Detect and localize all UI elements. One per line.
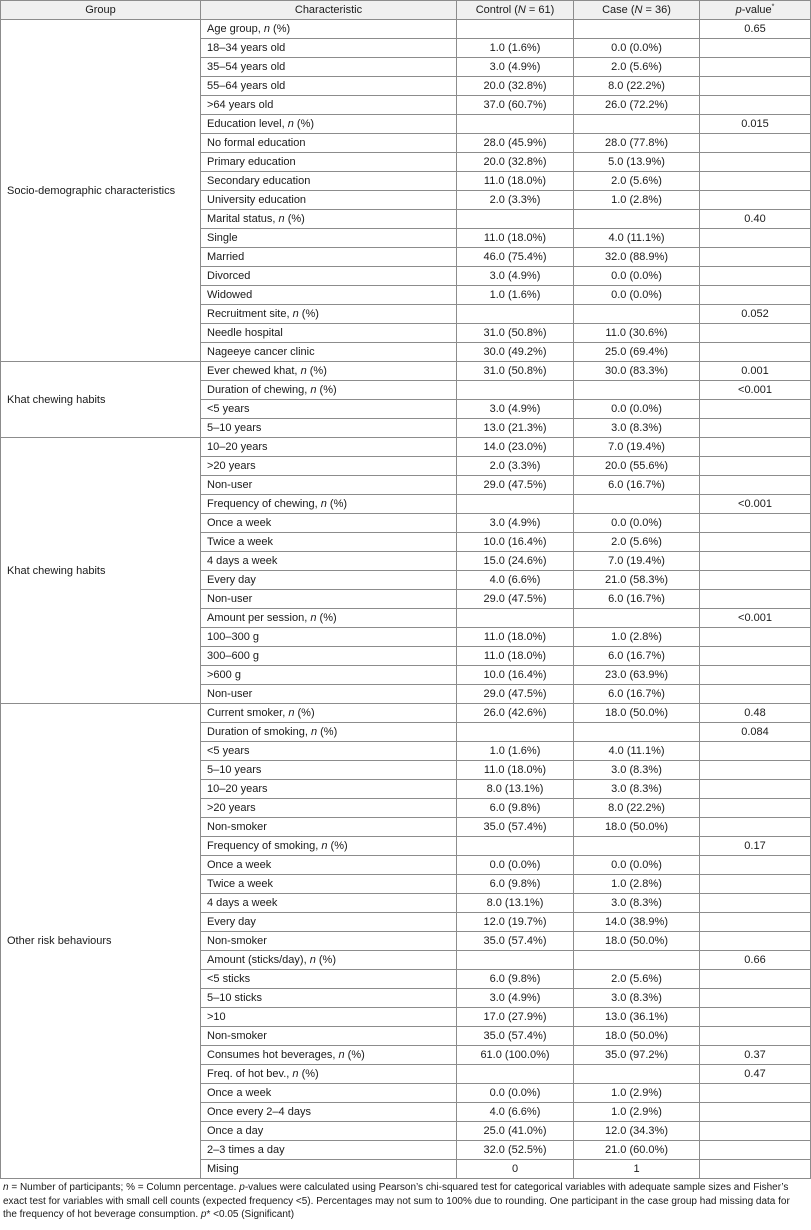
characteristic-cell: Every day [201,571,457,590]
p-value [700,1160,811,1179]
control-value: 28.0 (45.9%) [457,134,574,153]
control-value: 10.0 (16.4%) [457,666,574,685]
p-value: <0.001 [700,609,811,628]
p-value [700,533,811,552]
p-value: 0.17 [700,837,811,856]
table-header-row [1,1,811,20]
p-value [700,343,811,362]
p-value [700,647,811,666]
case-value [574,837,700,856]
case-value: 20.0 (55.6%) [574,457,700,476]
characteristic-cell: 5–10 sticks [201,989,457,1008]
case-value [574,20,700,39]
characteristic-cell: Amount (sticks/day), n (%) [201,951,457,970]
characteristic-cell: <5 sticks [201,970,457,989]
case-value [574,609,700,628]
characteristic-cell: <5 years [201,742,457,761]
group-label: Other risk behaviours [1,704,201,1179]
control-value: 37.0 (60.7%) [457,96,574,115]
control-value: 3.0 (4.9%) [457,989,574,1008]
control-value: 1.0 (1.6%) [457,39,574,58]
p-value [700,666,811,685]
case-value [574,381,700,400]
control-value: 15.0 (24.6%) [457,552,574,571]
case-value: 3.0 (8.3%) [574,894,700,913]
characteristic-cell: 2–3 times a day [201,1141,457,1160]
p-value [700,172,811,191]
characteristic-cell: >600 g [201,666,457,685]
characteristic-cell: Nageeye cancer clinic [201,343,457,362]
control-value: 8.0 (13.1%) [457,780,574,799]
case-value: 30.0 (83.3%) [574,362,700,381]
characteristic-cell: 5–10 years [201,419,457,438]
control-value: 3.0 (4.9%) [457,58,574,77]
case-value: 1.0 (2.9%) [574,1084,700,1103]
case-value: 4.0 (11.1%) [574,229,700,248]
characteristic-cell: Secondary education [201,172,457,191]
case-value: 2.0 (5.6%) [574,970,700,989]
case-value: 23.0 (63.9%) [574,666,700,685]
case-value [574,723,700,742]
characteristic-cell: Duration of chewing, n (%) [201,381,457,400]
p-value: 0.40 [700,210,811,229]
control-value: 6.0 (9.8%) [457,970,574,989]
p-value [700,590,811,609]
characteristic-cell: Current smoker, n (%) [201,704,457,723]
control-value: 31.0 (50.8%) [457,324,574,343]
characteristic-cell: Twice a week [201,533,457,552]
p-value: 0.47 [700,1065,811,1084]
characteristic-cell: Single [201,229,457,248]
p-value: 0.48 [700,704,811,723]
characteristic-cell: Married [201,248,457,267]
characteristic-cell: 4 days a week [201,552,457,571]
case-value: 0.0 (0.0%) [574,400,700,419]
p-value: 0.001 [700,362,811,381]
case-value: 3.0 (8.3%) [574,419,700,438]
case-value: 2.0 (5.6%) [574,58,700,77]
p-value: 0.66 [700,951,811,970]
case-value: 1.0 (2.8%) [574,191,700,210]
characteristic-cell: 300–600 g [201,647,457,666]
characteristic-cell: Amount per session, n (%) [201,609,457,628]
characteristic-cell: Divorced [201,267,457,286]
control-value: 35.0 (57.4%) [457,932,574,951]
characteristic-cell: 5–10 years [201,761,457,780]
p-value [700,400,811,419]
case-value: 11.0 (30.6%) [574,324,700,343]
characteristic-cell: Once a week [201,856,457,875]
p-value [700,248,811,267]
p-value: <0.001 [700,495,811,514]
characteristic-cell: Mising [201,1160,457,1179]
control-value: 1.0 (1.6%) [457,742,574,761]
characteristic-cell: Consumes hot beverages, n (%) [201,1046,457,1065]
characteristic-cell: Non-user [201,476,457,495]
p-value [700,1103,811,1122]
p-value [700,552,811,571]
control-value: 17.0 (27.9%) [457,1008,574,1027]
p-value [700,419,811,438]
characteristic-cell: Education level, n (%) [201,115,457,134]
control-value [457,495,574,514]
control-value: 11.0 (18.0%) [457,628,574,647]
characteristic-cell: Widowed [201,286,457,305]
case-value: 0.0 (0.0%) [574,267,700,286]
characteristic-cell: <5 years [201,400,457,419]
control-value: 29.0 (47.5%) [457,685,574,704]
control-value: 11.0 (18.0%) [457,647,574,666]
characteristic-cell: Every day [201,913,457,932]
p-value [700,1141,811,1160]
control-value: 13.0 (21.3%) [457,419,574,438]
characteristic-cell: Once a day [201,1122,457,1141]
case-value: 8.0 (22.2%) [574,799,700,818]
control-value [457,305,574,324]
control-value [457,381,574,400]
control-value: 35.0 (57.4%) [457,818,574,837]
control-value: 3.0 (4.9%) [457,267,574,286]
case-value: 0.0 (0.0%) [574,286,700,305]
case-value: 4.0 (11.1%) [574,742,700,761]
p-value [700,932,811,951]
p-value [700,96,811,115]
case-value: 8.0 (22.2%) [574,77,700,96]
header-case: Case (N = 36) [574,1,700,20]
characteristic-cell: Age group, n (%) [201,20,457,39]
characteristic-cell: Duration of smoking, n (%) [201,723,457,742]
control-value: 11.0 (18.0%) [457,172,574,191]
p-value [700,1027,811,1046]
control-value: 29.0 (47.5%) [457,590,574,609]
p-value [700,1084,811,1103]
p-value [700,134,811,153]
case-value: 6.0 (16.7%) [574,647,700,666]
control-value: 11.0 (18.0%) [457,229,574,248]
case-value: 25.0 (69.4%) [574,343,700,362]
control-value [457,1065,574,1084]
control-value: 11.0 (18.0%) [457,761,574,780]
characteristic-cell: 4 days a week [201,894,457,913]
case-value: 6.0 (16.7%) [574,590,700,609]
control-value: 8.0 (13.1%) [457,894,574,913]
case-value: 18.0 (50.0%) [574,1027,700,1046]
p-value [700,191,811,210]
control-value: 35.0 (57.4%) [457,1027,574,1046]
header-control: Control (N = 61) [457,1,574,20]
case-value: 28.0 (77.8%) [574,134,700,153]
case-value [574,115,700,134]
p-value: 0.084 [700,723,811,742]
case-value: 12.0 (34.3%) [574,1122,700,1141]
case-value: 35.0 (97.2%) [574,1046,700,1065]
p-value [700,989,811,1008]
p-value: 0.015 [700,115,811,134]
control-value: 0.0 (0.0%) [457,856,574,875]
p-value [700,628,811,647]
case-value: 3.0 (8.3%) [574,761,700,780]
case-value [574,210,700,229]
p-value [700,913,811,932]
characteristic-cell: Once a week [201,514,457,533]
characteristic-cell: Non-smoker [201,1027,457,1046]
characteristic-cell: >64 years old [201,96,457,115]
p-value [700,39,811,58]
p-value [700,894,811,913]
control-value: 20.0 (32.8%) [457,153,574,172]
control-value: 3.0 (4.9%) [457,514,574,533]
case-value: 3.0 (8.3%) [574,780,700,799]
case-value: 0.0 (0.0%) [574,514,700,533]
p-value [700,818,811,837]
control-value: 20.0 (32.8%) [457,77,574,96]
p-value [700,780,811,799]
p-value [700,856,811,875]
characteristic-cell: >20 years [201,457,457,476]
characteristic-cell: 10–20 years [201,438,457,457]
case-value: 0.0 (0.0%) [574,39,700,58]
control-value: 2.0 (3.3%) [457,457,574,476]
case-value: 7.0 (19.4%) [574,438,700,457]
case-value: 18.0 (50.0%) [574,932,700,951]
control-value: 10.0 (16.4%) [457,533,574,552]
control-value: 32.0 (52.5%) [457,1141,574,1160]
characteristic-cell: Marital status, n (%) [201,210,457,229]
case-value: 13.0 (36.1%) [574,1008,700,1027]
control-value: 46.0 (75.4%) [457,248,574,267]
header-pvalue: p-value* [700,1,811,20]
case-value [574,495,700,514]
p-value [700,1008,811,1027]
control-value: 14.0 (23.0%) [457,438,574,457]
case-value: 6.0 (16.7%) [574,685,700,704]
control-value [457,723,574,742]
characteristic-cell: Ever chewed khat, n (%) [201,362,457,381]
characteristic-cell: 10–20 years [201,780,457,799]
case-value: 1 [574,1160,700,1179]
table-row [1,20,811,39]
case-value: 18.0 (50.0%) [574,704,700,723]
table-body [1,20,811,1179]
control-value: 0 [457,1160,574,1179]
control-value: 31.0 (50.8%) [457,362,574,381]
p-value [700,875,811,894]
characteristic-cell: Frequency of smoking, n (%) [201,837,457,856]
table-row [1,438,811,457]
characteristic-cell: Once every 2–4 days [201,1103,457,1122]
p-value [700,799,811,818]
p-value: 0.052 [700,305,811,324]
case-value: 32.0 (88.9%) [574,248,700,267]
characteristic-cell: 55–64 years old [201,77,457,96]
control-value [457,951,574,970]
p-value [700,457,811,476]
p-value [700,742,811,761]
control-value [457,210,574,229]
case-value: 14.0 (38.9%) [574,913,700,932]
p-value [700,970,811,989]
case-value: 26.0 (72.2%) [574,96,700,115]
case-value [574,305,700,324]
characteristic-cell: Once a week [201,1084,457,1103]
control-value: 3.0 (4.9%) [457,400,574,419]
characteristic-cell: 100–300 g [201,628,457,647]
control-value: 26.0 (42.6%) [457,704,574,723]
control-value: 12.0 (19.7%) [457,913,574,932]
p-value [700,286,811,305]
characteristic-cell: >20 years [201,799,457,818]
case-value [574,1065,700,1084]
p-value: <0.001 [700,381,811,400]
case-value: 3.0 (8.3%) [574,989,700,1008]
control-value: 25.0 (41.0%) [457,1122,574,1141]
case-value: 18.0 (50.0%) [574,818,700,837]
control-value [457,115,574,134]
characteristic-cell: Recruitment site, n (%) [201,305,457,324]
table-row [1,704,811,723]
control-value: 30.0 (49.2%) [457,343,574,362]
case-value: 1.0 (2.8%) [574,628,700,647]
case-value: 7.0 (19.4%) [574,552,700,571]
p-value [700,476,811,495]
characteristic-cell: Twice a week [201,875,457,894]
control-value [457,609,574,628]
case-value: 2.0 (5.6%) [574,172,700,191]
case-value: 1.0 (2.8%) [574,875,700,894]
characteristic-cell: No formal education [201,134,457,153]
characteristic-cell: 18–34 years old [201,39,457,58]
case-value: 21.0 (58.3%) [574,571,700,590]
control-value [457,20,574,39]
p-value [700,761,811,780]
p-value [700,438,811,457]
p-value: 0.65 [700,20,811,39]
case-value: 1.0 (2.9%) [574,1103,700,1122]
p-value [700,58,811,77]
control-value: 2.0 (3.3%) [457,191,574,210]
header-characteristic: Characteristic [201,1,457,20]
characteristic-cell: University education [201,191,457,210]
control-value: 0.0 (0.0%) [457,1084,574,1103]
p-value [700,514,811,533]
table-footnote: n = Number of participants; % = Column percentage. p-values were calculated using Pearson’s chi-squared test for categorical variables with adequate sample sizes and Fisher’s exact test for variables with small cell counts (expected frequency <5). Percentages may not sum to 100% due to rounding. One participant in the case group had missing data for the frequency of hot beverage consumption. p* <0.05 (Significant) [3,1182,790,1220]
control-value: 6.0 (9.8%) [457,799,574,818]
case-value: 2.0 (5.6%) [574,533,700,552]
characteristic-cell: 35–54 years old [201,58,457,77]
p-value [700,685,811,704]
table-row [1,362,811,381]
characteristic-cell: Frequency of chewing, n (%) [201,495,457,514]
control-value [457,837,574,856]
control-value: 4.0 (6.6%) [457,1103,574,1122]
group-label: Khat chewing habits [1,362,201,438]
case-value: 6.0 (16.7%) [574,476,700,495]
characteristic-cell: Non-smoker [201,818,457,837]
control-value: 61.0 (100.0%) [457,1046,574,1065]
p-value: 0.37 [700,1046,811,1065]
p-value [700,1122,811,1141]
control-value: 1.0 (1.6%) [457,286,574,305]
case-value: 21.0 (60.0%) [574,1141,700,1160]
p-value [700,229,811,248]
p-value [700,571,811,590]
control-value: 6.0 (9.8%) [457,875,574,894]
characteristic-cell: Primary education [201,153,457,172]
characteristic-cell: Needle hospital [201,324,457,343]
case-value: 5.0 (13.9%) [574,153,700,172]
characteristic-cell: >10 [201,1008,457,1027]
control-value: 29.0 (47.5%) [457,476,574,495]
control-value: 4.0 (6.6%) [457,571,574,590]
header-group: Group [1,1,201,20]
characteristic-cell: Non-user [201,685,457,704]
p-value [700,153,811,172]
case-value [574,951,700,970]
characteristic-cell: Non-user [201,590,457,609]
characteristic-cell: Freq. of hot bev., n (%) [201,1065,457,1084]
group-label: Socio-demographic characteristics [1,20,201,362]
group-label: Khat chewing habits [1,438,201,704]
p-value [700,324,811,343]
characteristic-cell: Non-smoker [201,932,457,951]
p-value [700,77,811,96]
case-value: 0.0 (0.0%) [574,856,700,875]
p-value [700,267,811,286]
